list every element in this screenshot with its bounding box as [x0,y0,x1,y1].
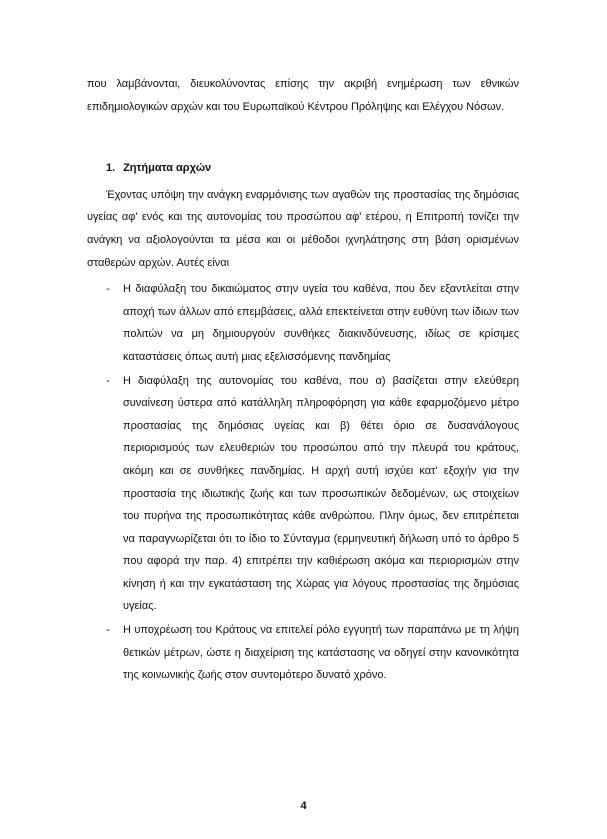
section-heading [87,157,519,180]
principles-list [87,278,519,687]
list-item [87,278,519,368]
section-number: 1. [106,162,116,175]
list-item [87,619,519,687]
section-intro-paragraph: Έχοντας υπόψη την ανάγκη εναρμόνισης των αγαθών της προστασίας της δημόσιας υγείας αφ' ενός και της αυτονομίας του προσώπου αφ' ετέρου, η Επιτροπή τονίζει την ανάγκη να αξιολογούνται τα μέσα και οι μέθοδοι ιχνηλάτησης στη βάση ορισμένων σταθερών αρχών. Αυτές είναι [87,188,519,269]
bullet-dash: - [106,374,110,387]
continuation-paragraph: που λαμβάνονται, διευκολύνοντας επίσης την ακριβή ενημέρωση των εθνικών επιδημιολογικών αρχών και του Ευρωπαϊκού Κέντρου Πρόληψης και Ελέγχου Νόσων. [87,78,519,113]
section-title: Ζητήματα αρχών [123,162,212,175]
bullet-dash: - [106,624,110,637]
bullet-dash: - [106,283,110,296]
list-item-text: Η διαφύλαξη του δικαιώματος στην υγεία του καθένα, που δεν εξαντλείται στην αποχή των άλλων από επεμβάσεις, αλλά επεκτείνεται στην ευθύνη των ίδιων των πολιτών να μη δημιουργούν συνθήκες διακινδύνευσης, ιδίως σε κρίσιμες καταστάσεις όπως αυτή μιας εξελισσόμενης πανδημίας [123,283,519,363]
list-item-text: Η διαφύλαξη της αυτονομίας του καθένα, που α) βασίζεται στην ελεύθερη συναίνεση ύστερα από κατάλληλη πληροφόρηση για κάθε εφαρμοζόμενο μέτρο προστασίας της δημόσιας υγείας και β) θέτει όριο σε δυσανάλογους περιορισμούς των ελευθεριών του προσώπου από την πλευρά του κράτους, ακόμη και σε συνθήκες πανδημίας. Η αρχή αυτή ισχύει κατ' εξοχήν για την προστασία της ιδιωτικής ζωής και των προσωπικών δεδομένων, ως στοιχείων του πυρήνα της προσωπικότητας κάθε ανθρώπου. Πλην όμως, δεν επιτρέπεται να παραγνωρίζεται ότι το ίδιο το Σύνταγμα (ερμηνευτική δήλωση υπό το άρθρο 5 που αφορά την παρ. 4) επιτρέπει την καθιέρωση ακόμα και περιορισμών στην κίνηση ή και την εγκατάσταση της Χώρας για λόγους προστασίας της δημόσιας υγείας. [123,374,519,613]
list-item-text: Η υποχρέωση του Κράτους να επιτελεί ρόλο εγγυητή των παραπάνω με τη λήψη θετικών μέτρων, ώστε η διαχείριση της κατάστασης να οδηγεί στην κανονικότητα της κοινωνικής ζωής στον συντομότερο δυνατό χρόνο. [123,624,519,682]
list-item [87,370,519,619]
page-number: 4 [300,800,307,812]
page-body [87,73,519,688]
